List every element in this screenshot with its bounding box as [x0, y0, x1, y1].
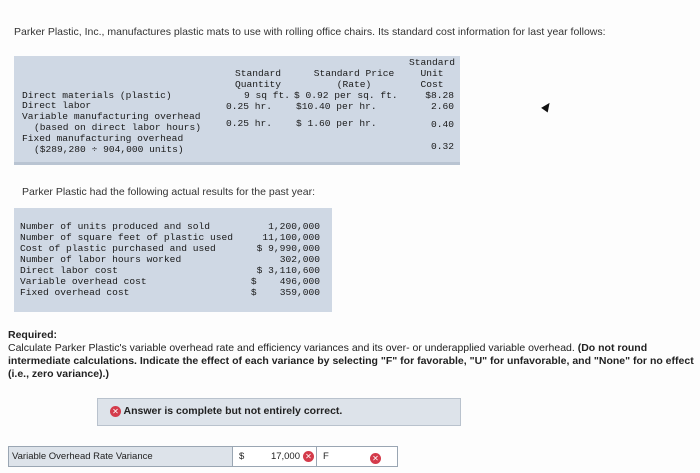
x-circle-icon: ✕ [110, 406, 121, 417]
actual-label: Number of labor hours worked [20, 254, 182, 265]
mouse-cursor-icon [541, 101, 553, 113]
banner-message: Answer is complete but not entirely correct. [123, 405, 343, 417]
actual-label: Variable overhead cost [20, 276, 147, 287]
incorrect-icon: ✕ [303, 451, 314, 462]
actual-label: Number of square feet of plastic used [20, 232, 234, 243]
actual-value: 1,200,000 [268, 221, 320, 232]
variance-amount-input[interactable] [255, 447, 317, 466]
actual-value: 11,100,000 [262, 232, 320, 243]
actual-results-intro: Parker Plastic had the following actual results for the past year: [22, 186, 315, 198]
row-price: $ 1.60 per hr. [296, 118, 377, 129]
row-price: $ 0.92 per sq. ft. [294, 90, 398, 101]
row-label: Direct labor [22, 100, 92, 111]
row-label: Fixed manufacturing overhead [22, 133, 184, 144]
row-unit-cost: 2.60 [430, 101, 454, 112]
row-price: $10.40 per hr. [296, 101, 377, 112]
header-price-1: Standard Price [313, 68, 395, 79]
required-heading: Required: [8, 329, 58, 341]
row-quantity: 0.25 hr. [226, 118, 273, 129]
header-unit-1: Standard [408, 57, 456, 68]
required-section [8, 329, 694, 381]
header-quantity-1: Standard [234, 68, 282, 79]
actual-value: 302,000 [279, 254, 320, 265]
header-quantity-2: Quantity [234, 79, 282, 90]
required-instructions: (Do not round intermediate calculations. Indicate the effect of each variance by selecting "F" for favorable, "U" for unfavorable, and "None" for no effect (i.e., zero variance).) [8, 342, 694, 380]
required-text: Calculate Parker Plastic's variable overhead rate and efficiency variances and its over- or underapplied variable overhead. [8, 342, 575, 354]
header-unit-3: Cost [420, 79, 444, 90]
row-unit-cost: 0.40 [430, 119, 454, 130]
dollar-sign: $ [239, 451, 245, 462]
actual-results-table [14, 208, 332, 312]
actual-label: Number of units produced and sold [20, 221, 210, 232]
row-incorrect-icon: ✕ [370, 450, 381, 468]
actual-label: Direct labor cost [20, 265, 118, 276]
actual-value: $ 496,000 [250, 276, 320, 287]
actual-value: $ 9,990,000 [256, 243, 320, 254]
variance-amount-value: 17,000 [270, 451, 300, 462]
header-unit-2: Unit [420, 68, 444, 79]
row-label-sub: (based on direct labor hours) [34, 122, 201, 133]
answer-status-banner [97, 398, 461, 426]
standard-cost-table [14, 56, 460, 162]
row-quantity: 0.25 hr. [226, 101, 273, 112]
answer-row-rate-variance [8, 446, 398, 467]
actual-label: Cost of plastic purchased and used [20, 243, 216, 254]
row-unit-cost: $8.28 [425, 90, 454, 101]
actual-value: $ 359,000 [250, 287, 320, 298]
row-label: Variable manufacturing overhead [22, 111, 201, 122]
row-quantity: 9 sq ft. [243, 90, 290, 101]
intro-text: Parker Plastic, Inc., manufactures plastic mats to use with rolling office chairs. Its standard cost information for last year follows: [14, 26, 606, 38]
row-unit-cost: 0.32 [430, 141, 454, 152]
variance-effect-select[interactable]: F [323, 451, 329, 462]
answer-label: Variable Overhead Rate Variance [9, 447, 233, 466]
actual-label: Fixed overhead cost [20, 287, 130, 298]
actual-value: $ 3,110,600 [256, 265, 320, 276]
row-label: Direct materials (plastic) [22, 90, 172, 101]
row-label-sub: ($289,280 ÷ 904,000 units) [34, 144, 184, 155]
header-price-2: (Rate) [336, 79, 372, 90]
